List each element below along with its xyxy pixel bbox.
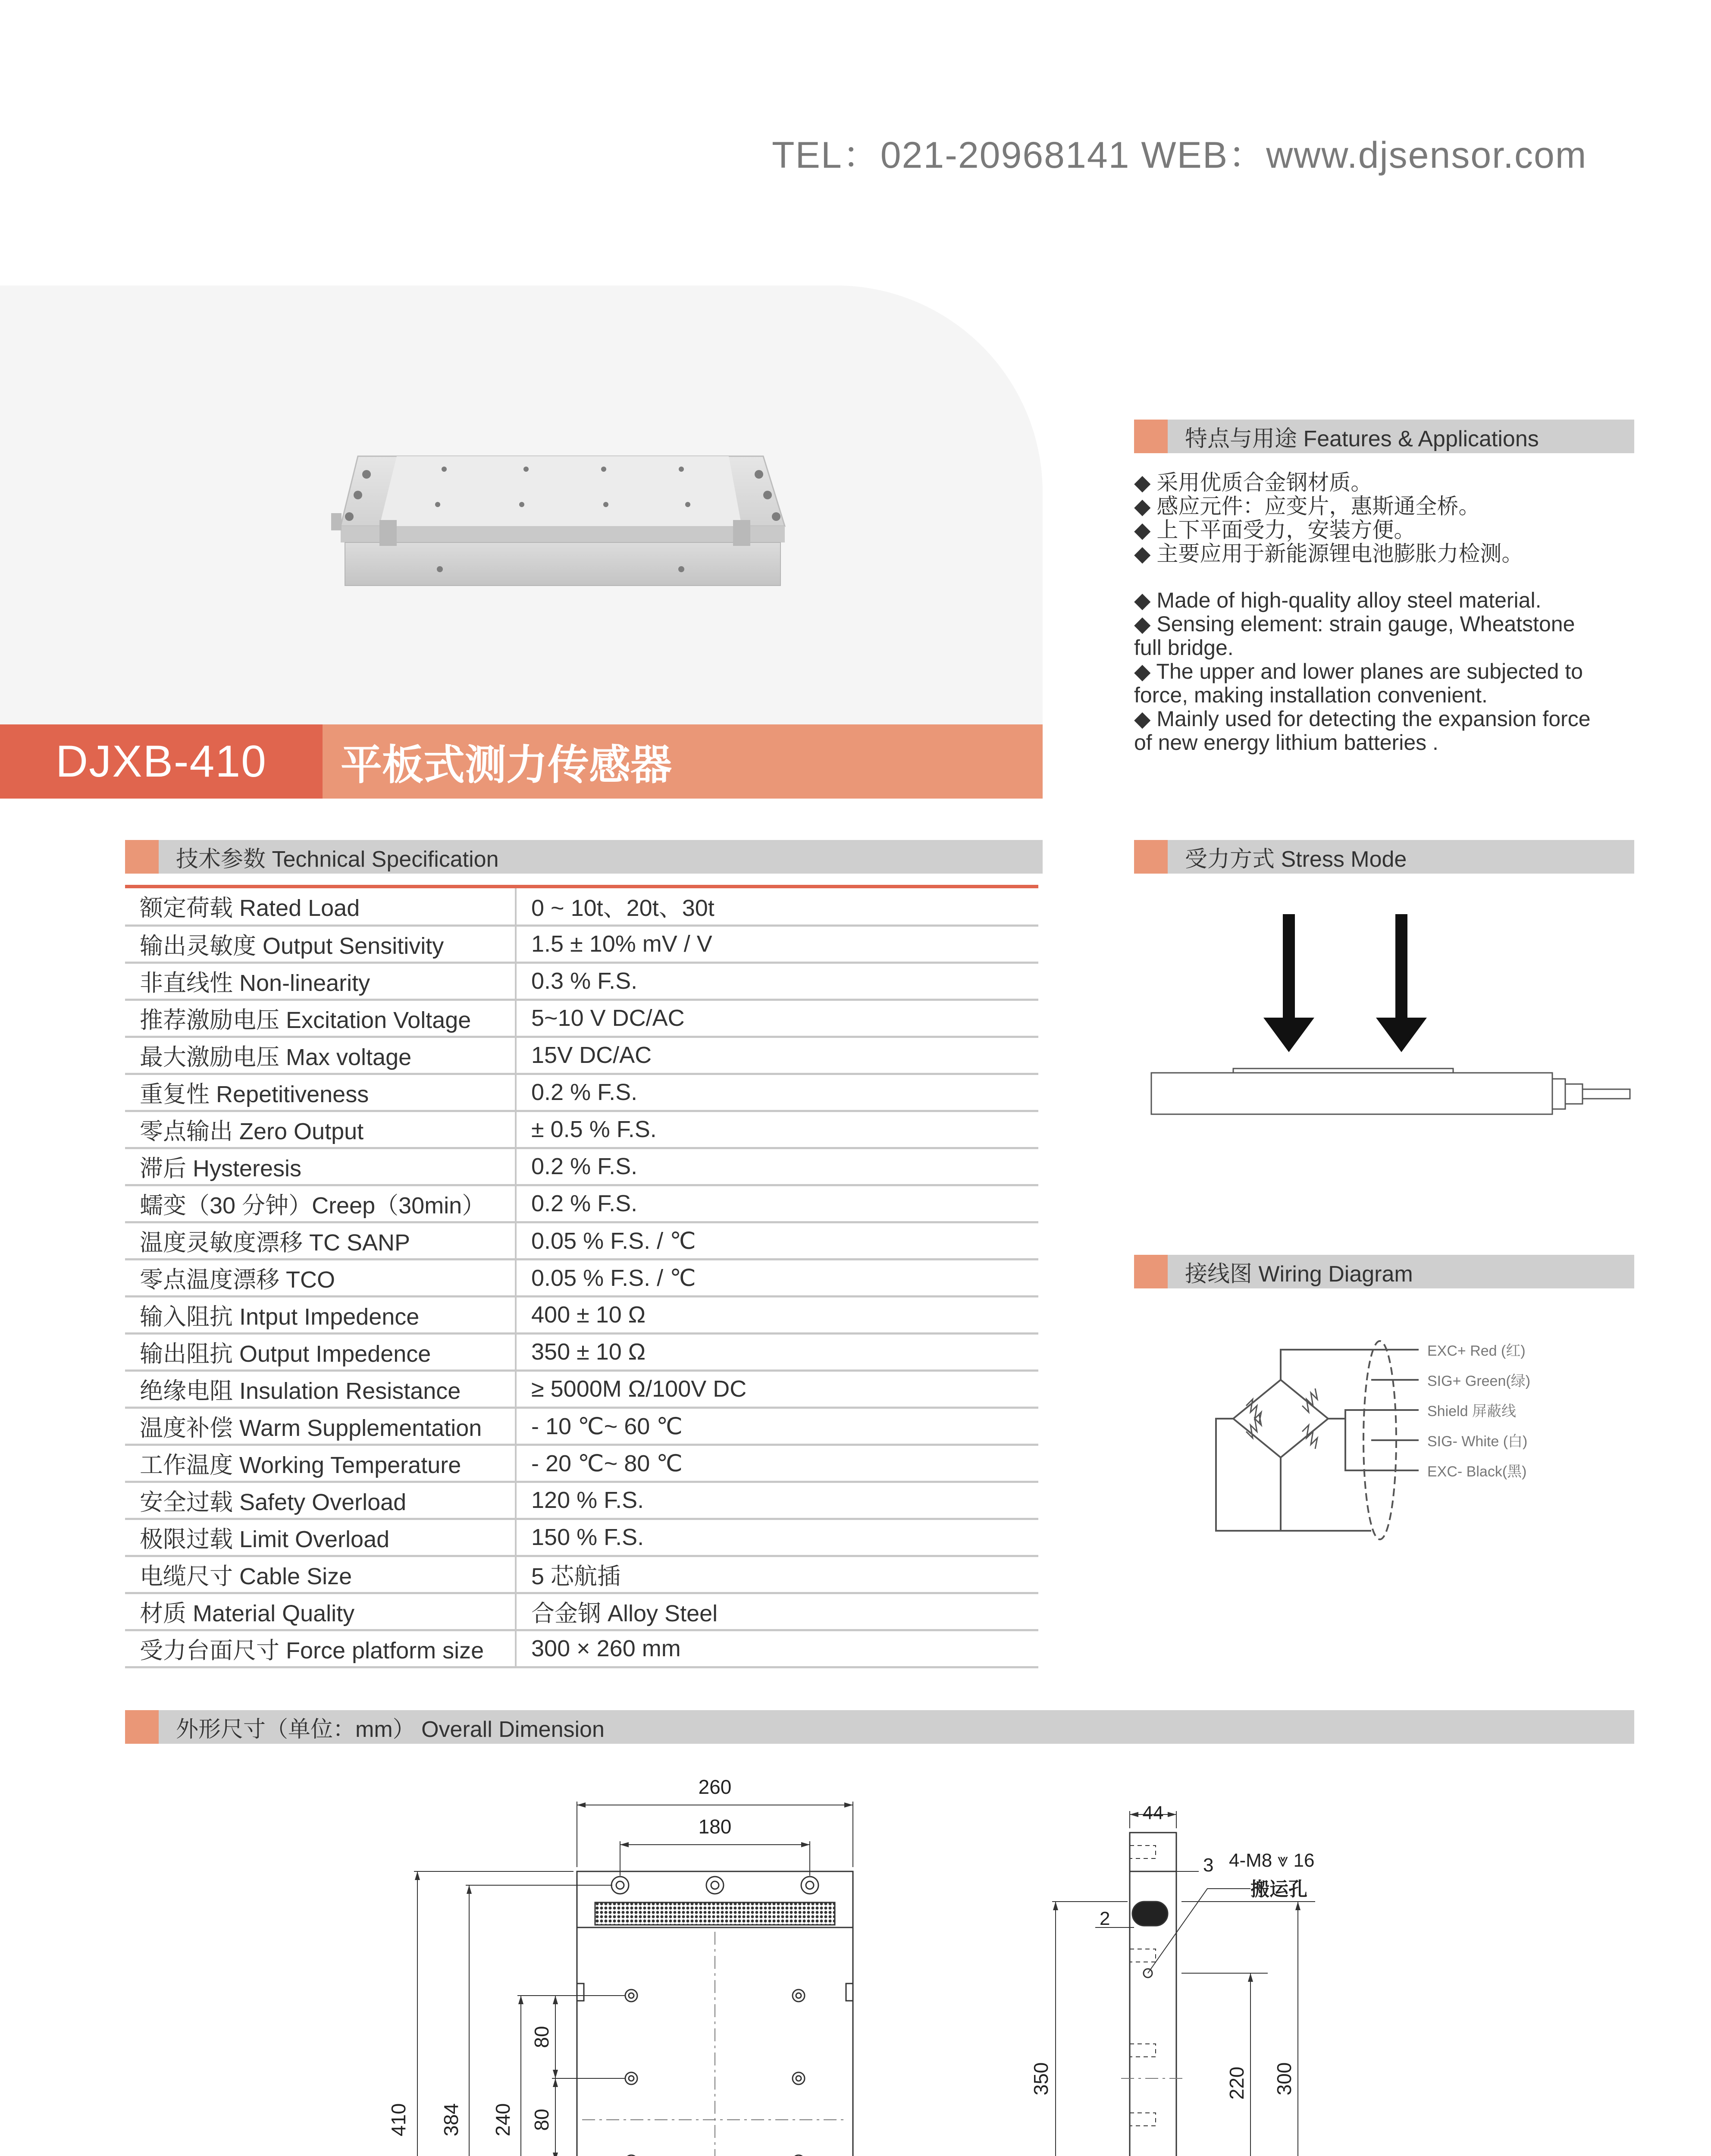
spec-row	[125, 1519, 1038, 1556]
feature-en: force, making installation convenient.	[1134, 683, 1488, 707]
section-accent	[125, 840, 159, 874]
dim-180: 180	[698, 1815, 732, 1838]
spec-value: 0.2 % F.S.	[516, 1148, 1038, 1185]
spec-param: 电缆尺寸 Cable Size	[125, 1556, 516, 1593]
spec-param: 推荐激励电压 Excitation Voltage	[125, 1000, 516, 1037]
dim-350: 350	[1030, 2062, 1052, 2096]
spec-value: 0.2 % F.S.	[516, 1185, 1038, 1222]
spec-row	[125, 1111, 1038, 1148]
spec-value: 0.2 % F.S.	[516, 1074, 1038, 1111]
features-title: 特点与用途 Features & Applications	[1185, 426, 1539, 451]
feature-en: ◆ Made of high-quality alloy steel material.	[1134, 588, 1542, 612]
spec-param: 温度灵敏度漂移 TC SANP	[125, 1222, 516, 1259]
dim-44: 44	[1142, 1802, 1164, 1824]
section-accent	[1134, 420, 1168, 453]
spec-row	[125, 1296, 1038, 1333]
stress-header	[1134, 840, 1634, 874]
dim-300: 300	[1273, 2062, 1295, 2096]
feature-en: ◆ The upper and lower planes are subjected to	[1134, 659, 1583, 683]
spec-row	[125, 1259, 1038, 1296]
spec-param: 重复性 Repetitiveness	[125, 1074, 516, 1111]
wire-label: EXC+ Red (红)	[1427, 1343, 1526, 1359]
spec-row	[125, 1630, 1038, 1667]
feature-en: of new energy lithium batteries .	[1134, 730, 1438, 755]
stress-title: 受力方式 Stress Mode	[1185, 846, 1407, 872]
section-accent	[1134, 1255, 1168, 1288]
dim-260: 260	[698, 1776, 732, 1798]
features-en-list	[1134, 589, 1591, 755]
spec-row	[125, 1000, 1038, 1037]
feature-cn: ◆ 感应元件：应变片，惠斯通全桥。	[1134, 494, 1480, 518]
spec-param: 额定荷载 Rated Load	[125, 888, 516, 925]
product-code: DJXB-410	[0, 724, 323, 799]
handling-hole-note: 搬运孔	[1250, 1879, 1307, 1900]
spec-param: 最大激励电压 Max voltage	[125, 1037, 516, 1074]
spec-param: 输出阻抗 Output Impedence	[125, 1333, 516, 1370]
spec-value: 0 ~ 10t、20t、30t	[516, 888, 1038, 925]
wire-label: EXC- Black(黑)	[1427, 1463, 1527, 1480]
spec-header	[125, 840, 1043, 874]
spec-param: 温度补偿 Warm Supplementation	[125, 1407, 516, 1445]
spec-value: 1.5 ± 10% mV / V	[516, 925, 1038, 962]
spec-param: 非直线性 Non-linearity	[125, 962, 516, 1000]
dimension-header	[125, 1710, 1634, 1744]
wire-label: Shield 屏蔽线	[1427, 1403, 1516, 1420]
section-accent	[1134, 840, 1168, 874]
spec-row	[125, 1482, 1038, 1519]
spec-param: 蠕变（30 分钟）Creep（30min）	[125, 1185, 516, 1222]
dim-220: 220	[1225, 2066, 1248, 2100]
dim-2: 2	[1100, 1908, 1110, 1929]
spec-param: 安全过载 Safety Overload	[125, 1482, 516, 1519]
spec-value: 150 % F.S.	[516, 1519, 1038, 1556]
feature-en: full bridge.	[1134, 636, 1234, 660]
dim-80: 80	[530, 2026, 553, 2048]
wiring-header	[1134, 1255, 1634, 1288]
wire-label: SIG- White (白)	[1427, 1433, 1528, 1450]
spec-row	[125, 1037, 1038, 1074]
spec-param: 零点输出 Zero Output	[125, 1111, 516, 1148]
wire-label: SIG+ Green(绿)	[1427, 1373, 1531, 1389]
spec-value: - 20 ℃~ 80 ℃	[516, 1445, 1038, 1482]
stress-mode-diagram	[1147, 910, 1639, 1125]
spec-title: 技术参数 Technical Specification	[176, 846, 499, 872]
spec-param: 材质 Material Quality	[125, 1593, 516, 1630]
spec-row	[125, 1556, 1038, 1593]
spec-param: 工作温度 Working Temperature	[125, 1445, 516, 1482]
spec-row	[125, 1333, 1038, 1370]
spec-value: 5 芯航插	[516, 1556, 1038, 1593]
feature-en: ◆ Mainly used for detecting the expansion force	[1134, 707, 1591, 731]
features-cn-list	[1134, 471, 1523, 566]
feature-cn: ◆ 主要应用于新能源锂电池膨胀力检测。	[1134, 542, 1523, 566]
spec-value: 120 % F.S.	[516, 1482, 1038, 1519]
spec-value: 0.05 % F.S. / ℃	[516, 1259, 1038, 1296]
spec-row	[125, 1148, 1038, 1185]
spec-row	[125, 1185, 1038, 1222]
spec-value: ± 0.5 % F.S.	[516, 1111, 1038, 1148]
wiring-diagram	[1216, 1341, 1604, 1544]
spec-value: 合金钢 Alloy Steel	[516, 1593, 1038, 1630]
dim-384: 384	[440, 2103, 462, 2137]
spec-row	[125, 925, 1038, 962]
dim-240: 240	[492, 2103, 514, 2137]
spec-value: 0.05 % F.S. / ℃	[516, 1222, 1038, 1259]
spec-row	[125, 1593, 1038, 1630]
spec-value: 400 ± 10 Ω	[516, 1296, 1038, 1333]
feature-en: ◆ Sensing element: strain gauge, Wheatstone	[1134, 612, 1575, 636]
spec-param: 受力台面尺寸 Force platform size	[125, 1630, 516, 1667]
product-name: 平板式测力传感器	[341, 742, 672, 788]
thread-note: 4-M8 ⩔ 16	[1229, 1850, 1315, 1871]
dimension-title: 外形尺寸（单位：mm） Overall Dimension	[176, 1717, 605, 1742]
feature-cn: ◆ 采用优质合金钢材质。	[1134, 470, 1373, 495]
spec-row	[125, 962, 1038, 1000]
spec-row	[125, 1370, 1038, 1407]
spec-value: 5~10 V DC/AC	[516, 1000, 1038, 1037]
spec-row	[125, 888, 1038, 925]
product-image	[328, 444, 793, 599]
dim-3: 3	[1203, 1855, 1214, 1876]
dim-80: 80	[530, 2109, 553, 2131]
spec-value: 0.3 % F.S.	[516, 962, 1038, 1000]
spec-param: 输入阻抗 Intput Impedence	[125, 1296, 516, 1333]
spec-top-rule	[125, 885, 1038, 888]
spec-param: 零点温度漂移 TCO	[125, 1259, 516, 1296]
dim-410: 410	[387, 2103, 410, 2137]
spec-row	[125, 1074, 1038, 1111]
spec-value: 300 × 260 mm	[516, 1630, 1038, 1667]
contact-info: TEL：021-20968141 WEB：www.djsensor.com	[772, 135, 1587, 176]
feature-cn: ◆ 上下平面受力，安装方便。	[1134, 518, 1416, 542]
section-accent	[125, 1710, 159, 1744]
spec-value: 350 ± 10 Ω	[516, 1333, 1038, 1370]
features-header	[1134, 420, 1634, 453]
spec-row	[125, 1407, 1038, 1445]
spec-value: 15V DC/AC	[516, 1037, 1038, 1074]
spec-value: ≥ 5000M Ω/100V DC	[516, 1370, 1038, 1407]
wiring-title: 接线图 Wiring Diagram	[1185, 1261, 1413, 1287]
spec-row	[125, 1445, 1038, 1482]
spec-value: - 10 ℃~ 60 ℃	[516, 1407, 1038, 1445]
spec-param: 滞后 Hysteresis	[125, 1148, 516, 1185]
spec-param: 输出灵敏度 Output Sensitivity	[125, 925, 516, 962]
spec-param: 绝缘电阻 Insulation Resistance	[125, 1370, 516, 1407]
spec-row	[125, 1222, 1038, 1259]
spec-table	[125, 888, 1038, 1668]
front-view-drawing	[379, 1768, 983, 2156]
spec-param: 极限过载 Limit Overload	[125, 1519, 516, 1556]
